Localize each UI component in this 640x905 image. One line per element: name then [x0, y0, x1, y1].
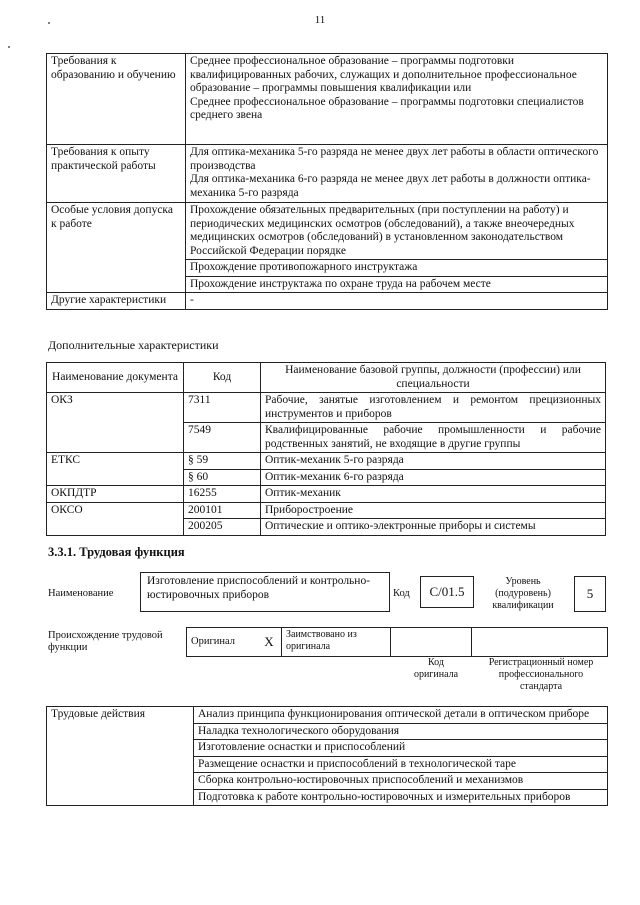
doc-cell: ОКПДТР: [47, 486, 184, 503]
requirement-line: -: [186, 293, 608, 310]
name-cell: Приборостроение: [261, 502, 606, 519]
function-code-box: [420, 576, 474, 608]
name-cell: Оптик-механик 6-го разряда: [261, 469, 606, 486]
action-item: Наладка технологического оборудования: [194, 723, 608, 740]
origin-table: [186, 627, 608, 657]
name-cell: Оптик-механик: [261, 486, 606, 503]
original-label: Оригинал: [191, 636, 235, 648]
name-cell: Оптические и оптико-электронные приборы и системы: [261, 519, 606, 536]
action-item: Размещение оснастки и приспособлений в технологической таре: [194, 756, 608, 773]
column-header-code: Код: [184, 363, 261, 393]
level-box: [574, 576, 606, 612]
origin-reg-caption: Регистрационный номер профессионального стандарта: [488, 657, 594, 692]
actions-header: Трудовые действия: [47, 707, 194, 806]
table-row: [47, 502, 606, 519]
section-title: 3.3.1. Трудовая функция: [48, 545, 185, 559]
requirement-header: Требования к опыту практической работы: [47, 145, 186, 203]
requirement-header: Требования к образованию и обучению: [47, 54, 186, 145]
name-label: Наименование: [48, 588, 114, 599]
action-item: Сборка контрольно-юстировочных приспособлений и механизмов: [194, 773, 608, 790]
doc-cell: ОКСО: [47, 502, 184, 535]
requirement-line: Для оптика-механика 6-го разряда не менее двух лет работы в должности оптика-механика 5-го разряда: [190, 173, 591, 199]
actions-table: [46, 706, 608, 806]
origin-reg-cell: [472, 628, 608, 657]
code-cell: § 59: [184, 453, 261, 470]
level-value: 5: [586, 586, 594, 601]
table-row: [47, 393, 606, 423]
name-cell: Квалифицированные рабочие промышленности и рабочие родственных занятий, не входящие в другие группы: [261, 423, 606, 453]
requirements-table: [46, 53, 608, 310]
table-row: [47, 453, 606, 470]
requirement-line: Прохождение обязательных предварительных (при поступлении на работу) и периодических медицинских осмотров (обследований), а также внеочередных медицинских осмотров (обследований) в установленном законодательством Российской Федерации порядке: [186, 203, 608, 260]
origin-code-caption: Код оригинала: [413, 657, 459, 680]
origin-code-cell: [391, 628, 472, 657]
requirement-header: Другие характеристики: [47, 293, 186, 310]
table-row: [47, 293, 608, 310]
table-header-row: [47, 363, 606, 393]
code-cell: 200101: [184, 502, 261, 519]
requirement-line: Для оптика-механика 5-го разряда не менее двух лет работы в области оптического производства: [190, 146, 599, 172]
borrowed-label: Заимствовано из оригинала: [286, 629, 357, 652]
table-row: [47, 486, 606, 503]
requirement-line: Прохождение инструктажа по охране труда на рабочем месте: [186, 276, 608, 293]
table-row: [47, 54, 608, 145]
requirement-header: Особые условия допуска к работе: [47, 203, 186, 293]
name-cell: Рабочие, занятые изготовлением и ремонтом прецизионных инструментов и приборов: [261, 393, 606, 423]
table-row: [47, 203, 608, 260]
column-header-name: Наименование базовой группы, должности (профессии) или специальности: [261, 363, 606, 393]
original-label-cell: [187, 628, 258, 657]
borrowed-cell: [282, 628, 391, 657]
original-mark: X: [264, 634, 274, 650]
code-label: Код: [393, 588, 410, 599]
code-cell: 200205: [184, 519, 261, 536]
function-name-box: [140, 572, 390, 612]
requirement-cell: [186, 54, 608, 145]
function-code-value: C/01.5: [429, 584, 465, 599]
table-row: [47, 145, 608, 203]
doc-cell: ЕТКС: [47, 453, 184, 486]
table-row: [47, 707, 608, 724]
action-item: Изготовление оснастки и приспособлений: [194, 740, 608, 757]
name-cell: Оптик-механик 5-го разряда: [261, 453, 606, 470]
original-mark-cell: [257, 628, 282, 657]
page-number: 11: [314, 14, 326, 26]
function-name-value: Изготовление приспособлений и контрольно-юстировочных приборов: [147, 575, 371, 601]
origin-label: Происхождение трудовой функции: [48, 630, 163, 653]
additional-caption: Дополнительные характеристики: [48, 338, 219, 352]
code-cell: 16255: [184, 486, 261, 503]
requirement-line: Среднее профессиональное образование – программы подготовки квалифицированных рабочих, служащих и дополнительное профессиональное образование – программы повышения квалификации или: [190, 55, 577, 94]
requirement-line: Среднее профессиональное образование – программы подготовки специалистов среднего звена: [190, 95, 584, 121]
column-header-doc: Наименование документа: [47, 363, 184, 393]
code-cell: 7311: [184, 393, 261, 423]
doc-cell: ОКЗ: [47, 393, 184, 453]
scan-speck: [8, 46, 10, 48]
requirement-line: Прохождение противопожарного инструктажа: [186, 260, 608, 277]
requirement-cell: [186, 145, 608, 203]
action-item: Подготовка к работе контрольно-юстировочных и измерительных приборов: [194, 789, 608, 806]
code-cell: 7549: [184, 423, 261, 453]
scan-speck: [48, 22, 50, 24]
level-label: Уровень (подуровень) квалификации: [492, 576, 554, 611]
code-cell: § 60: [184, 469, 261, 486]
table-row: [187, 628, 608, 657]
action-item: Анализ принципа функционирования оптической детали в оптическом приборе: [194, 707, 608, 724]
additional-table: [46, 362, 606, 536]
